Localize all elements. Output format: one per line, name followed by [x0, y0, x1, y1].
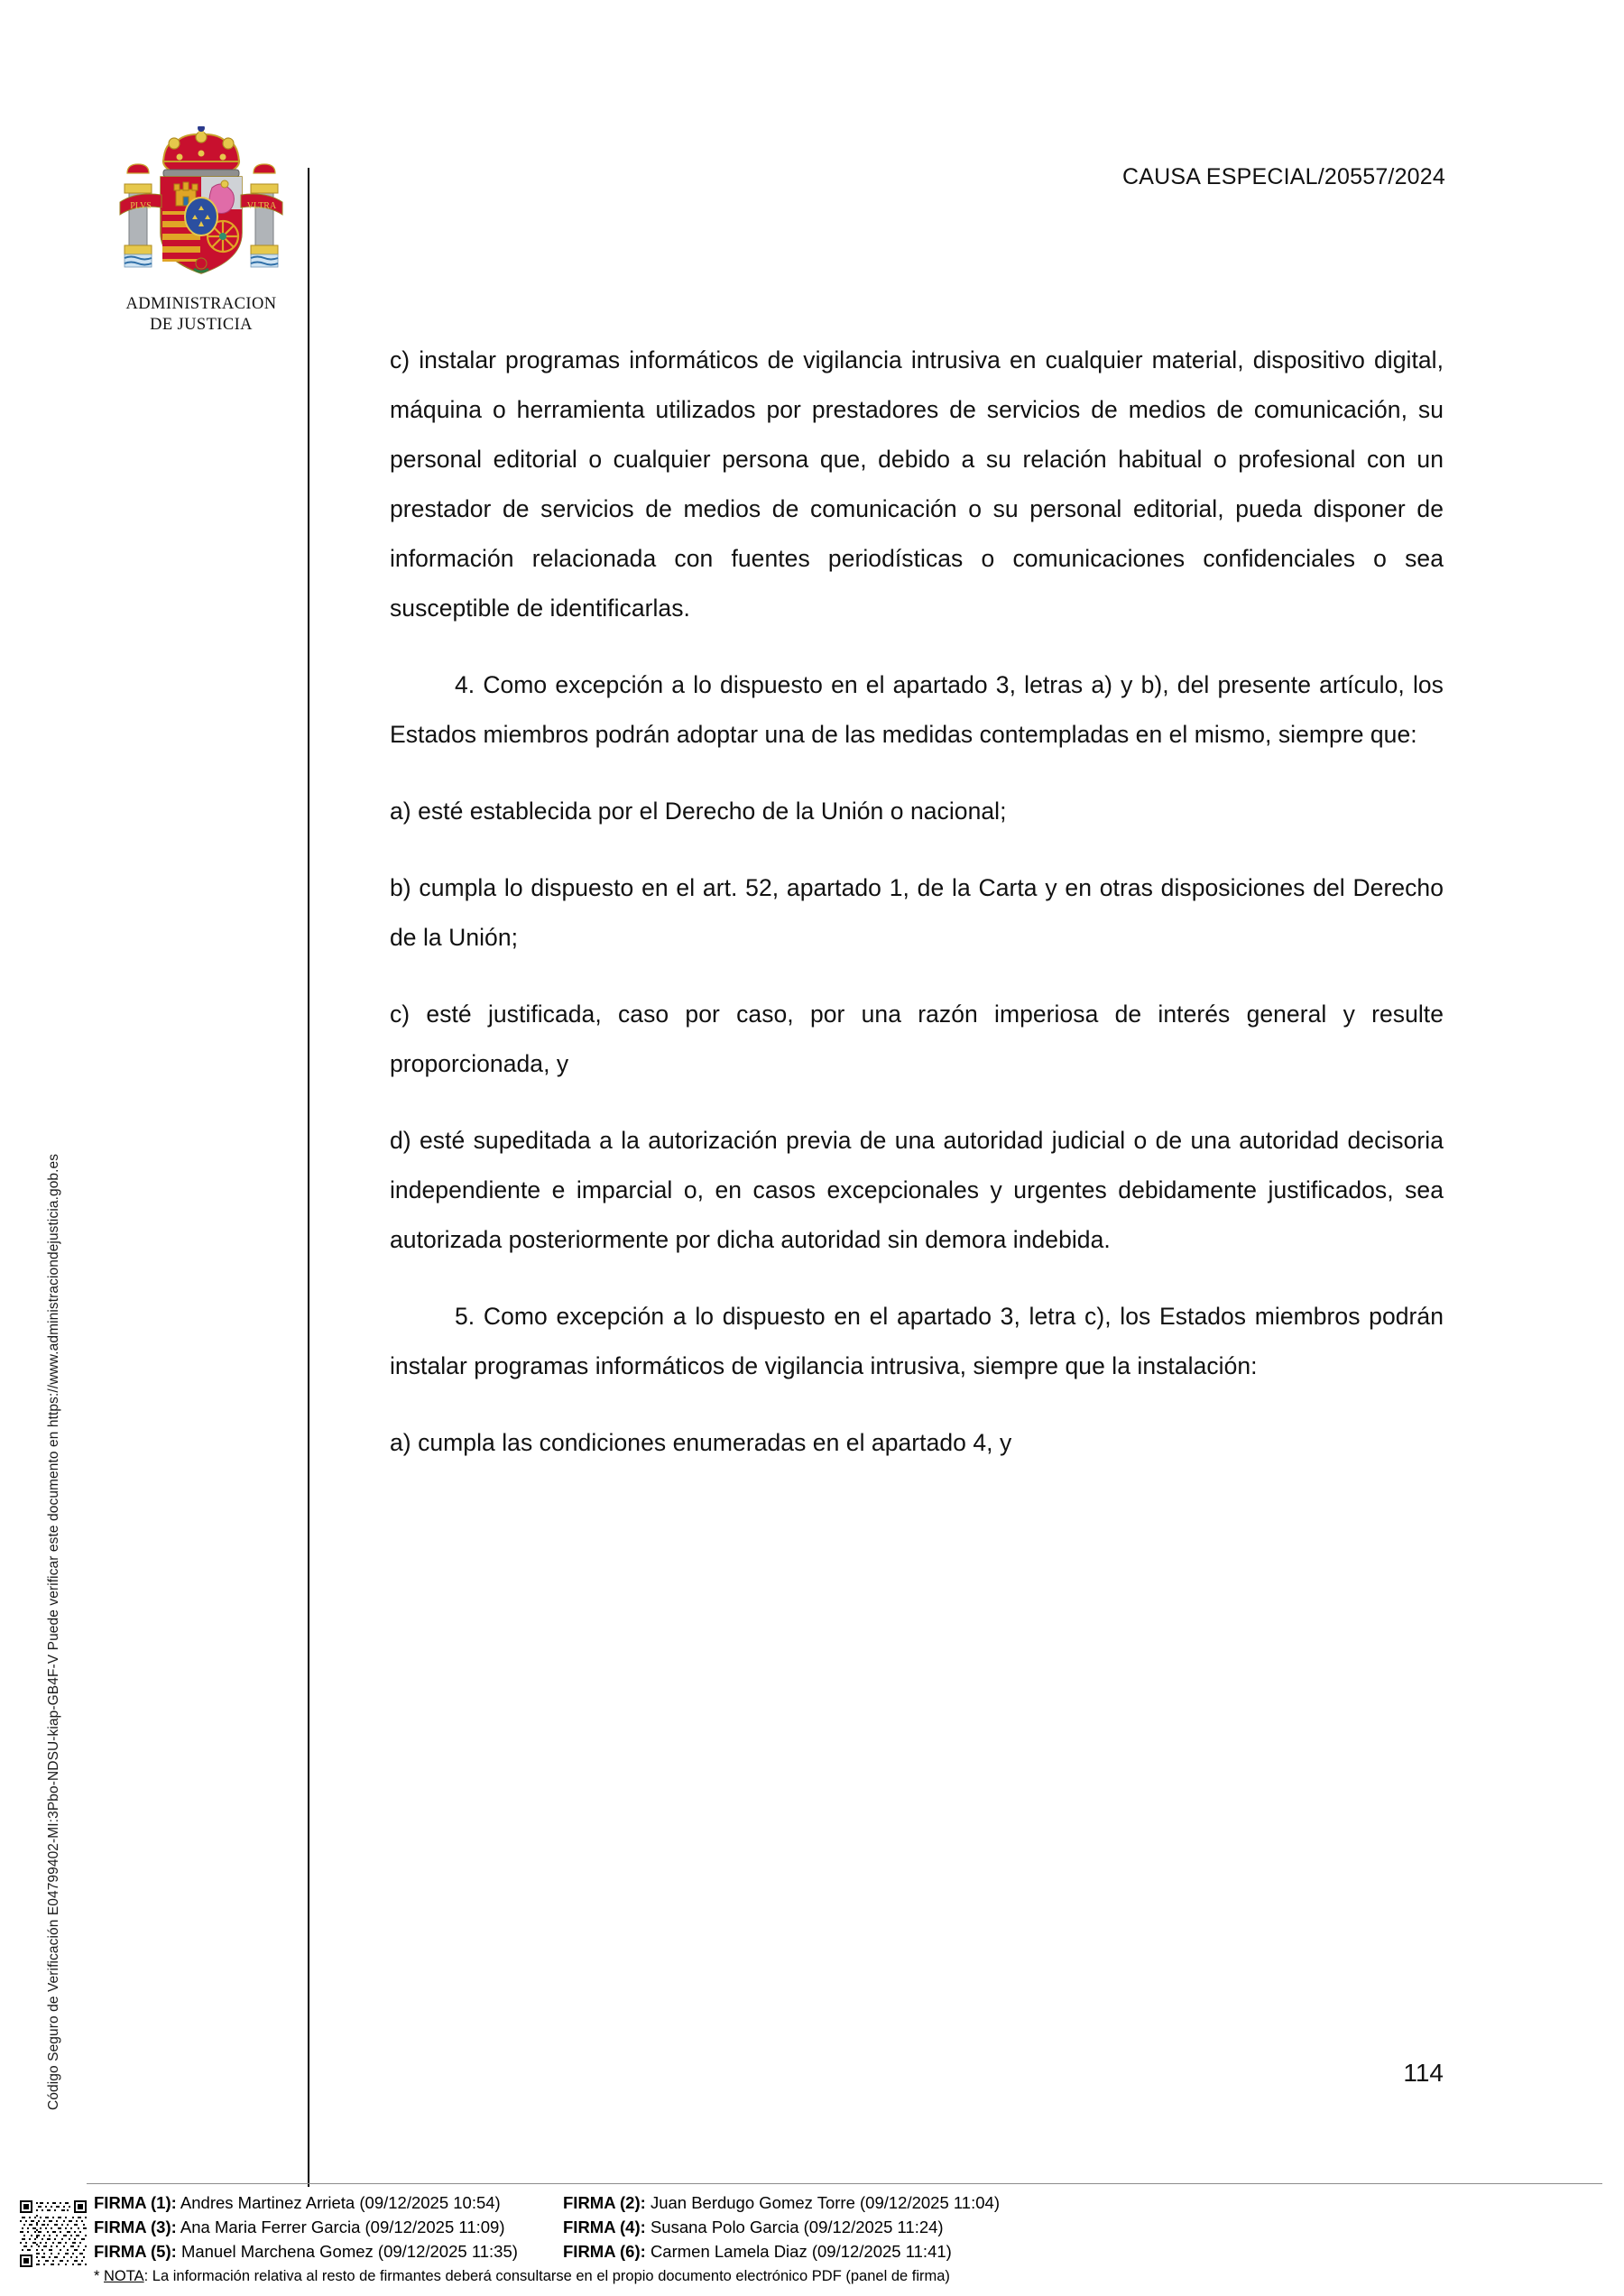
- signature-2-label: FIRMA (2):: [563, 2193, 646, 2212]
- signature-row: [94, 2215, 1610, 2239]
- coat-of-arms-block: [97, 126, 305, 335]
- footer-divider: [87, 2183, 1602, 2184]
- signature-5: [94, 2239, 563, 2264]
- signature-6-value: Carmen Lamela Diaz (09/12/2025 11:41): [650, 2242, 952, 2261]
- signature-3: [94, 2215, 563, 2239]
- footer-note-keyword: NOTA: [104, 2268, 144, 2284]
- case-reference-header: CAUSA ESPECIAL/20557/2024: [1121, 164, 1445, 189]
- signature-4: [563, 2215, 944, 2239]
- document-body: [390, 336, 1444, 1468]
- spain-coat-of-arms-icon: [111, 126, 291, 293]
- signature-4-value: Susana Polo Garcia (09/12/2025 11:24): [650, 2218, 944, 2236]
- paragraph-section-4: 4. Como excepción a lo dispuesto en el apartado 3, letras a) y b), del presente artículo, los Estados miembros podrán adoptar una de las medidas contempladas en el mismo, siempre que:: [390, 671, 1444, 748]
- signature-6-label: FIRMA (6):: [563, 2242, 646, 2261]
- paragraph-item-c-4: c) esté justificada, caso por caso, por una razón imperiosa de interés general y resulte proporcionada, y: [390, 1000, 1444, 1077]
- margin-divider: [308, 168, 309, 2187]
- paragraph-item-c-3: c) instalar programas informáticos de vigilancia intrusiva en cualquier material, dispositivo digital, máquina o herramienta utilizados por prestadores de servicios de medios de comunicación, su personal editorial o cualquier persona que, debido a su relación habitual o profesional con un prestador de servicios de medios de comunicación o su personal editorial, pueda disponer de información relacionada con fuentes periodísticas o comunicaciones confidenciales o sea susceptible de identificarlas.: [390, 346, 1444, 622]
- emblem-caption-line2: DE JUSTICIA: [150, 316, 253, 335]
- svg-text:PLVS: PLVS: [130, 201, 152, 211]
- signature-1-value: Andres Martinez Arrieta (09/12/2025 10:54): [180, 2193, 501, 2212]
- signature-4-label: FIRMA (4):: [563, 2218, 646, 2236]
- paragraph-item-a-5: a) cumpla las condiciones enumeradas en el apartado 4, y: [390, 1429, 1012, 1456]
- signature-5-value: Manuel Marchena Gomez (09/12/2025 11:35): [180, 2242, 518, 2261]
- verification-code-text: Código Seguro de Verificación E04799402-MI:3Pbo-NDSU-kiap-GB4F-V Puede verificar este documento en https://www.administraciondejusticia.gob.es: [46, 1153, 61, 2110]
- page-number: 114: [1403, 2059, 1444, 2087]
- signature-2-value: Juan Berdugo Gomez Torre (09/12/2025 11:04): [650, 2193, 1000, 2212]
- footer-note-prefix: *: [94, 2268, 105, 2284]
- signature-5-label: FIRMA (5):: [94, 2242, 177, 2261]
- footer-note: [94, 2268, 950, 2285]
- qr-code-icon: [20, 2181, 87, 2286]
- signature-2: [563, 2190, 1000, 2215]
- signature-1-label: FIRMA (1):: [94, 2193, 177, 2212]
- paragraph-item-d-4: d) esté supeditada a la autorización previa de una autoridad judicial o de una autoridad decisoria independiente e imparcial o, en casos excepcionales y urgentes debidamente justificados, sea autorizada posteriormente por dicha autoridad sin demora indebida.: [390, 1127, 1444, 1253]
- signature-6: [563, 2239, 952, 2264]
- footer-note-text: : La información relativa al resto de firmantes deberá consultarse en el propio documento electrónico PDF (panel de firma): [143, 2268, 950, 2284]
- signature-row: [94, 2239, 1610, 2264]
- signature-3-label: FIRMA (3):: [94, 2218, 177, 2236]
- svg-text:VLTRA: VLTRA: [246, 201, 277, 211]
- signature-3-value: Ana Maria Ferrer Garcia (09/12/2025 11:09): [180, 2218, 505, 2236]
- paragraph-item-a-4: a) esté establecida por el Derecho de la Unión o nacional;: [390, 798, 1007, 825]
- emblem-caption-line1: ADMINISTRACION: [125, 295, 277, 313]
- signature-list: [94, 2190, 1610, 2264]
- paragraph-item-b-4: b) cumpla lo dispuesto en el art. 52, apartado 1, de la Carta y en otras disposiciones del Derecho de la Unión;: [390, 874, 1444, 951]
- verification-sidebar: [0, 0, 61, 2165]
- signature-row: [94, 2190, 1610, 2215]
- paragraph-section-5: 5. Como excepción a lo dispuesto en el apartado 3, letra c), los Estados miembros podrán instalar programas informáticos de vigilancia intrusiva, siempre que la instalación:: [390, 1303, 1444, 1379]
- signature-1: [94, 2190, 563, 2215]
